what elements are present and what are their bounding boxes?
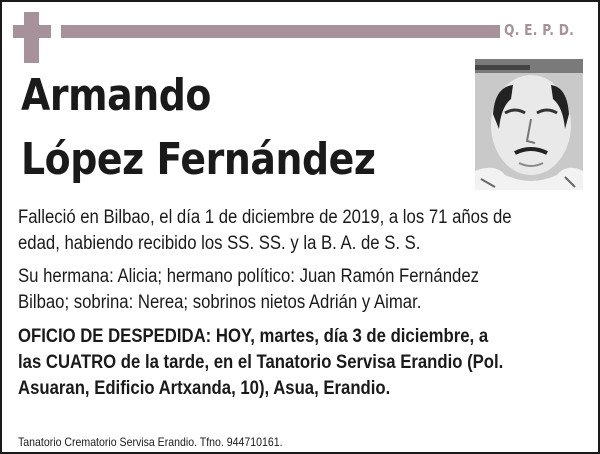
death-announcement-line-2: edad, habiendo recibido los SS. SS. y la B. A. de S. S. <box>18 233 421 254</box>
funeral-service-line-2: las CUATRO de la tarde, en el Tanatorio Servisa Erandio (Pol. <box>18 352 504 373</box>
death-announcement-line-1: Falleció en Bilbao, el día 1 de diciembre de 2019, a los 71 años de <box>18 207 512 228</box>
portrait-image <box>475 59 583 190</box>
funeral-service-line-3: Asuaran, Edificio Artxanda, 10), Asua, Erandio. <box>18 378 391 399</box>
funeral-home-footer: Tanatorio Crematorio Servisa Erandio. Tfno. 944710161. <box>18 435 283 449</box>
family-list-line-2: Bilbao; sobrina: Nerea; sobrinos nietos Adrián y Aimar. <box>18 292 422 313</box>
deceased-surnames: López Fernández <box>21 134 376 185</box>
funeral-service-line-1: OFICIO DE DESPEDIDA: HOY, martes, día 3 de diciembre, a <box>18 326 489 347</box>
family-list <box>18 264 479 316</box>
funeral-service-info <box>18 324 503 402</box>
family-list-line-1: Su hermana: Alicia; hermano político: Juan Ramón Fernández <box>18 266 479 287</box>
header-rule <box>61 25 500 38</box>
deceased-first-name: Armando <box>21 70 211 121</box>
portrait-photo <box>475 59 583 190</box>
cross-icon-horizontal <box>13 25 51 38</box>
qepd-label: Q. E. P. D. <box>504 21 575 39</box>
death-announcement <box>18 205 512 257</box>
